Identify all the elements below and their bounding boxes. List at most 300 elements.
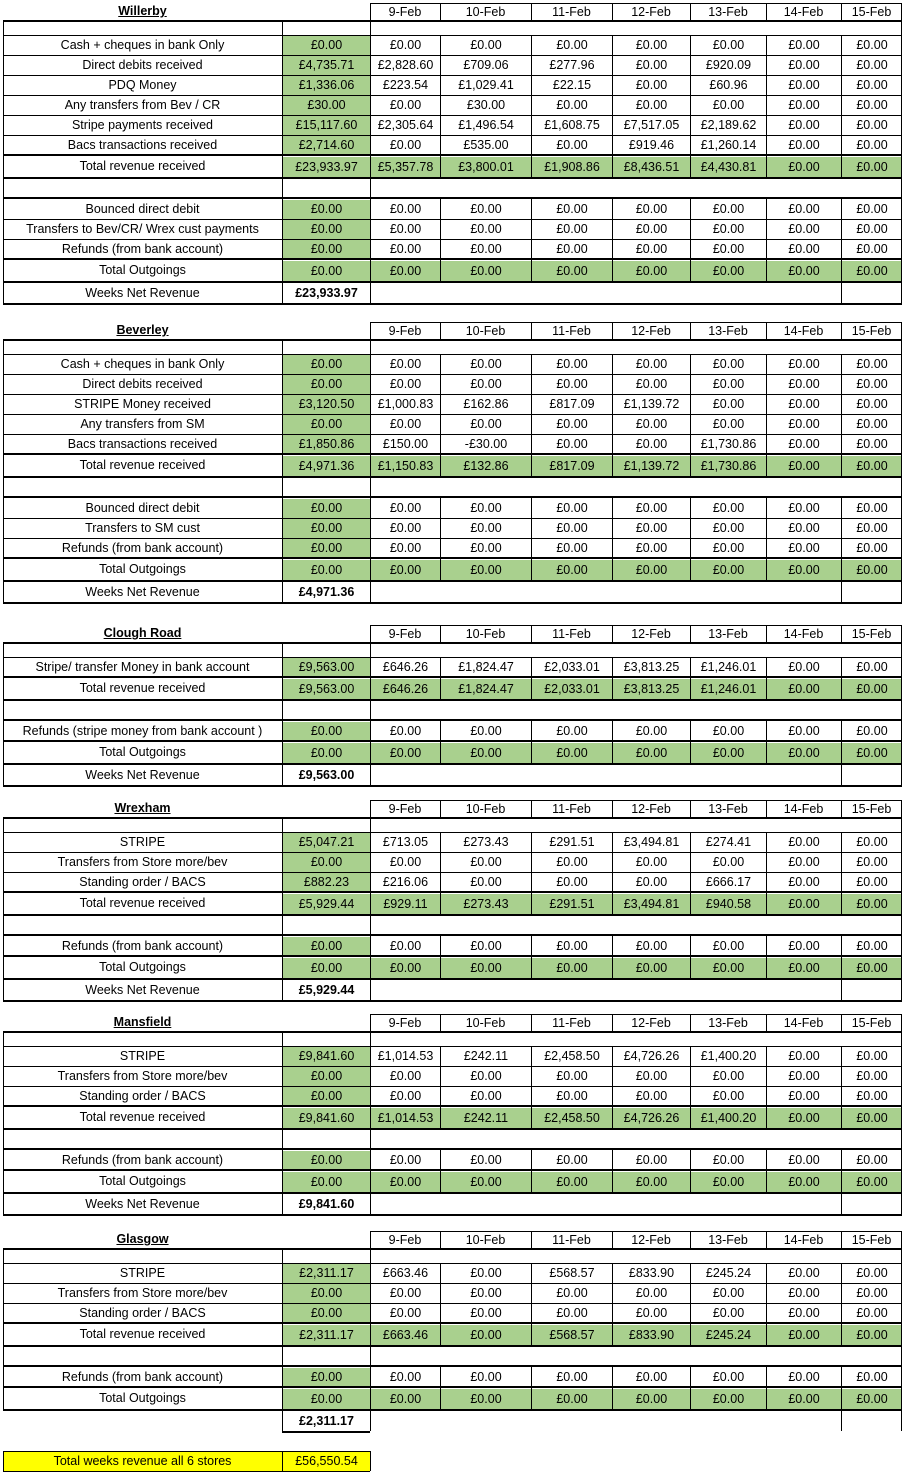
revenue-total-row-day-value: £0.00 xyxy=(842,157,902,177)
store-title: Clough Road xyxy=(103,626,182,641)
grid-line xyxy=(690,742,691,763)
grid-line xyxy=(841,678,842,699)
grid-line xyxy=(841,394,842,414)
revenue-row-day-value: £273.43 xyxy=(463,835,509,850)
outgoing-row-day-value: £0.00 xyxy=(635,724,668,739)
grid-line xyxy=(282,538,283,558)
outgoing-row-label: Refunds (from bank account) xyxy=(61,1369,224,1384)
grid-line xyxy=(440,322,441,339)
outgoing-row-week-total: £0.00 xyxy=(283,539,370,558)
grid-line xyxy=(440,957,441,978)
outgoings-total-row-week-total: £0.00 xyxy=(283,1172,370,1192)
grid-line xyxy=(841,95,842,115)
grid-line xyxy=(841,957,842,978)
grid-line xyxy=(282,1171,283,1192)
grid-line xyxy=(531,434,532,454)
revenue-row-day-value: £0.00 xyxy=(856,875,888,890)
outgoing-row-label: Refunds (from bank account) xyxy=(61,1152,224,1167)
outgoing-row-day-value: £0.00 xyxy=(856,521,888,536)
net-revenue-value: £9,841.60 xyxy=(298,1196,355,1211)
revenue-total-row-day-value: £132.86 xyxy=(441,456,531,476)
date-header: 10-Feb xyxy=(465,1232,506,1247)
grid-line xyxy=(440,1171,441,1192)
grid-line xyxy=(841,498,842,518)
grid-line xyxy=(841,1066,842,1086)
grid-line xyxy=(282,135,283,155)
revenue-total-row-day-value: £940.58 xyxy=(691,894,766,914)
grid-line xyxy=(282,455,283,476)
revenue-row-day-value: £0.00 xyxy=(470,1266,502,1281)
revenue-total-row-day-value: £0.00 xyxy=(842,1108,902,1128)
revenue-row-day-value: £1,730.86 xyxy=(700,437,757,452)
revenue-total-row-day-value: £1,150.83 xyxy=(371,456,440,476)
store-title: Wrexham xyxy=(114,801,171,816)
grid-line xyxy=(901,354,902,374)
grid-line xyxy=(901,518,902,538)
grid-line xyxy=(3,699,902,701)
revenue-row-day-value: £0.00 xyxy=(856,58,888,73)
revenue-row-day-value: £0.00 xyxy=(712,98,745,113)
grid-line xyxy=(3,1248,902,1250)
outgoing-row-day-value: £0.00 xyxy=(788,222,820,237)
revenue-row-day-value: £0.00 xyxy=(788,660,820,675)
grid-line xyxy=(901,3,902,20)
revenue-row-day-value: £0.00 xyxy=(556,437,588,452)
revenue-row-day-value: £713.05 xyxy=(382,835,429,850)
grid-line xyxy=(901,22,902,35)
grid-line xyxy=(841,1324,842,1345)
revenue-row-day-value: £0.00 xyxy=(788,1069,820,1084)
outgoing-row-day-value: £0.00 xyxy=(389,222,422,237)
grid-line xyxy=(282,498,283,518)
grid-line xyxy=(282,1250,283,1263)
grid-line xyxy=(370,3,371,20)
outgoings-total-row-day-value: £0.00 xyxy=(371,1172,440,1192)
grid-line xyxy=(766,852,767,872)
revenue-total-row-day-value: £245.24 xyxy=(691,1325,766,1345)
grid-line xyxy=(841,518,842,538)
revenue-row-day-value: £0.00 xyxy=(712,38,745,53)
outgoings-total-row-day-value: £0.00 xyxy=(371,958,440,978)
revenue-total-row-label: Total revenue received xyxy=(79,458,206,473)
outgoings-total-row-week-total: £0.00 xyxy=(283,743,370,763)
revenue-row-day-value: £0.00 xyxy=(556,855,588,870)
grid-line xyxy=(612,156,613,177)
outgoings-total-row-day-value: £0.00 xyxy=(613,743,690,763)
grid-line xyxy=(690,721,691,741)
grid-line xyxy=(370,721,371,741)
revenue-row-day-value: £0.00 xyxy=(788,855,820,870)
grid-line xyxy=(370,678,371,699)
grid-line xyxy=(282,354,283,374)
grid-line xyxy=(3,339,902,341)
outgoing-row-label: Transfers to SM cust xyxy=(85,520,200,535)
revenue-row-label: Standing order / BACS xyxy=(79,1305,206,1320)
grid-line xyxy=(3,1066,4,1086)
revenue-row-day-value: £0.00 xyxy=(788,1306,820,1321)
grand-total-value: £56,550.54 xyxy=(283,1451,370,1471)
grid-line xyxy=(612,559,613,580)
grid-line xyxy=(901,1130,902,1148)
grid-line xyxy=(531,957,532,978)
grid-line xyxy=(370,832,371,852)
date-header: 11-Feb xyxy=(552,626,591,641)
grid-line xyxy=(282,22,283,35)
grid-line xyxy=(370,852,371,872)
grid-line xyxy=(3,394,4,414)
outgoings-total-row-day-value: £0.00 xyxy=(767,1172,841,1192)
grid-line xyxy=(612,1171,613,1192)
outgoing-row-day-value: £0.00 xyxy=(712,1153,745,1168)
revenue-row-day-value: £0.00 xyxy=(470,357,502,372)
grid-line xyxy=(370,283,371,303)
grid-line xyxy=(3,55,4,75)
grid-line xyxy=(612,1263,613,1283)
date-header: 13-Feb xyxy=(708,4,748,19)
date-header: 10-Feb xyxy=(465,1015,506,1030)
grid-line xyxy=(841,1014,842,1031)
revenue-total-row-day-value: £4,430.81 xyxy=(691,157,766,177)
outgoing-row-week-total: £0.00 xyxy=(283,499,370,518)
grid-line xyxy=(440,1367,441,1387)
revenue-row-day-value: £0.00 xyxy=(389,138,422,153)
revenue-row-week-total: £0.00 xyxy=(283,1304,370,1323)
revenue-row-day-value: £2,189.62 xyxy=(700,118,757,133)
revenue-row-label: STRIPE xyxy=(119,1265,166,1280)
grid-line xyxy=(766,115,767,135)
grid-line xyxy=(440,538,441,558)
grid-line xyxy=(440,156,441,177)
grid-line xyxy=(370,115,371,135)
revenue-row-day-value: £0.00 xyxy=(788,1286,820,1301)
grid-line xyxy=(766,414,767,434)
outgoing-row-day-value: £0.00 xyxy=(856,202,888,217)
revenue-row-day-value: £817.09 xyxy=(549,397,595,412)
revenue-row-day-value: £223.54 xyxy=(382,78,429,93)
outgoing-row-day-value: £0.00 xyxy=(470,501,502,516)
grid-line xyxy=(440,135,441,155)
revenue-row-day-value: £245.24 xyxy=(705,1266,752,1281)
grid-line xyxy=(440,1231,441,1248)
revenue-row-day-value: £0.00 xyxy=(389,98,422,113)
grid-line xyxy=(370,893,371,914)
revenue-row-week-total: £0.00 xyxy=(283,1284,370,1303)
grid-line xyxy=(531,414,532,434)
grid-line xyxy=(370,199,371,219)
revenue-row-day-value: £920.09 xyxy=(705,58,752,73)
outgoing-row-day-value: £0.00 xyxy=(635,202,668,217)
grid-line xyxy=(3,678,4,699)
revenue-row-day-value: £0.00 xyxy=(470,377,502,392)
grid-line xyxy=(901,936,902,956)
revenue-total-row-week-total: £23,933.97 xyxy=(283,157,370,177)
grid-line xyxy=(440,518,441,538)
revenue-total-row-day-value: £817.09 xyxy=(532,456,612,476)
outgoing-row-label: Transfers to Bev/CR/ Wrex cust payments xyxy=(26,221,259,236)
grid-line xyxy=(3,1471,370,1472)
grid-line xyxy=(901,742,902,763)
grid-line xyxy=(531,1263,532,1283)
grid-line xyxy=(3,498,4,518)
grid-line xyxy=(901,55,902,75)
grid-line xyxy=(282,1046,283,1066)
grid-line xyxy=(612,374,613,394)
revenue-row-day-value: £0.00 xyxy=(389,357,422,372)
revenue-row-week-total: £0.00 xyxy=(283,355,370,374)
grid-line xyxy=(370,498,371,518)
grid-line xyxy=(531,1107,532,1128)
grid-line xyxy=(531,893,532,914)
revenue-row-day-value: £0.00 xyxy=(856,1089,888,1104)
revenue-row-day-value: £0.00 xyxy=(635,417,668,432)
grid-line xyxy=(3,219,4,239)
grid-line xyxy=(282,1194,283,1214)
revenue-row-week-total: £5,047.21 xyxy=(283,833,370,852)
grid-line xyxy=(370,701,371,719)
revenue-total-row-day-value: £3,813.25 xyxy=(613,679,690,699)
grid-line xyxy=(612,1388,613,1409)
outgoing-row-day-value: £0.00 xyxy=(389,242,422,257)
grid-line xyxy=(690,1014,691,1031)
grid-line xyxy=(282,1411,283,1431)
grid-line xyxy=(841,1150,842,1170)
outgoings-total-row-week-total: £0.00 xyxy=(283,1389,370,1409)
grid-line xyxy=(841,322,842,339)
grid-line xyxy=(531,135,532,155)
date-header: 15-Feb xyxy=(851,801,892,816)
outgoing-row-week-total: £0.00 xyxy=(283,722,370,741)
outgoings-total-row-day-value: £0.00 xyxy=(371,1389,440,1409)
grid-line xyxy=(690,115,691,135)
outgoings-total-row-week-total: £0.00 xyxy=(283,560,370,580)
grid-line xyxy=(901,1347,902,1365)
grid-line xyxy=(440,893,441,914)
grid-line xyxy=(901,394,902,414)
revenue-row-day-value: £0.00 xyxy=(556,377,588,392)
grid-line xyxy=(282,1347,283,1365)
outgoing-row-day-value: £0.00 xyxy=(389,724,422,739)
grid-line xyxy=(370,75,371,95)
grid-line xyxy=(766,893,767,914)
outgoings-total-row-day-value: £0.00 xyxy=(613,1389,690,1409)
revenue-row-day-value: £666.17 xyxy=(705,875,752,890)
grid-line xyxy=(3,1194,4,1214)
grid-line xyxy=(531,1066,532,1086)
grid-line xyxy=(766,957,767,978)
revenue-row-day-value: £216.06 xyxy=(382,875,429,890)
grid-line xyxy=(901,95,902,115)
grid-line xyxy=(3,1150,4,1170)
date-header: 9-Feb xyxy=(388,1232,422,1247)
outgoing-row-day-value: £0.00 xyxy=(470,939,502,954)
grid-line xyxy=(3,742,4,763)
grid-line xyxy=(370,322,371,339)
grid-line xyxy=(612,1283,613,1303)
revenue-row-week-total: £15,117.60 xyxy=(283,116,370,135)
revenue-total-row-day-value: £0.00 xyxy=(767,1108,841,1128)
grid-line xyxy=(766,219,767,239)
grid-line xyxy=(370,765,371,785)
outgoing-row-day-value: £0.00 xyxy=(712,521,745,536)
outgoings-total-row-day-value: £0.00 xyxy=(767,261,841,281)
grid-line xyxy=(3,260,4,281)
grid-line xyxy=(766,800,767,817)
outgoing-row-day-value: £0.00 xyxy=(856,724,888,739)
grid-line xyxy=(3,354,4,374)
grid-line xyxy=(3,1214,902,1216)
grid-line xyxy=(531,800,532,817)
grid-line xyxy=(440,55,441,75)
grid-line xyxy=(370,742,371,763)
outgoing-row-day-value: £0.00 xyxy=(556,202,588,217)
grid-line xyxy=(690,538,691,558)
grid-line xyxy=(282,478,283,496)
grid-line xyxy=(690,625,691,642)
grid-line xyxy=(370,135,371,155)
grid-line xyxy=(901,1231,902,1248)
grid-line xyxy=(440,414,441,434)
grid-line xyxy=(370,957,371,978)
revenue-row-day-value: £0.00 xyxy=(856,1286,888,1301)
grid-line xyxy=(440,219,441,239)
grid-line xyxy=(901,35,902,55)
grid-line xyxy=(612,1107,613,1128)
date-header: 10-Feb xyxy=(465,323,506,338)
outgoings-total-row-day-value: £0.00 xyxy=(613,560,690,580)
revenue-row-day-value: £0.00 xyxy=(389,855,422,870)
outgoing-row-day-value: £0.00 xyxy=(856,501,888,516)
grid-line xyxy=(612,1303,613,1323)
grid-line xyxy=(531,1231,532,1248)
grid-line xyxy=(841,1171,842,1192)
outgoings-total-row-day-value: £0.00 xyxy=(371,560,440,580)
revenue-row-week-total: £9,841.60 xyxy=(283,1047,370,1066)
grid-line xyxy=(531,394,532,414)
grid-line xyxy=(440,3,441,20)
grid-line xyxy=(690,135,691,155)
outgoing-row-week-total: £0.00 xyxy=(283,519,370,538)
grid-line xyxy=(901,625,902,642)
grid-line xyxy=(3,22,4,35)
grid-line xyxy=(3,455,4,476)
grid-line xyxy=(370,518,371,538)
net-revenue-value: £23,933.97 xyxy=(295,285,358,300)
outgoings-total-row-day-value: £0.00 xyxy=(532,261,612,281)
date-header: 14-Feb xyxy=(783,323,824,338)
grid-line xyxy=(901,980,902,1000)
grid-line xyxy=(440,721,441,741)
revenue-row-day-value: £1,824.47 xyxy=(458,660,514,675)
grid-line xyxy=(690,156,691,177)
revenue-row-day-value: £0.00 xyxy=(470,38,502,53)
outgoings-total-row-day-value: £0.00 xyxy=(691,560,766,580)
revenue-total-row-week-total: £9,841.60 xyxy=(283,1108,370,1128)
grid-line xyxy=(3,916,4,934)
grid-line xyxy=(531,498,532,518)
grid-line xyxy=(612,3,613,20)
grid-line xyxy=(901,374,902,394)
grid-line xyxy=(531,852,532,872)
outgoing-row-label: Bounced direct debit xyxy=(85,201,200,216)
grid-line xyxy=(690,1303,691,1323)
date-header: 13-Feb xyxy=(708,1232,748,1247)
outgoing-row-day-value: £0.00 xyxy=(856,1370,888,1385)
outgoing-row-day-value: £0.00 xyxy=(556,242,588,257)
grid-line xyxy=(690,872,691,892)
grid-line xyxy=(282,916,283,934)
grid-line xyxy=(612,1231,613,1248)
revenue-row-day-value: £0.00 xyxy=(856,660,888,675)
grid-line xyxy=(901,957,902,978)
revenue-row-day-value: £0.00 xyxy=(556,1069,588,1084)
revenue-total-row-label: Total revenue received xyxy=(79,681,206,696)
grid-line xyxy=(370,239,371,259)
grid-line xyxy=(531,455,532,476)
grid-line xyxy=(370,1130,371,1148)
grid-line xyxy=(901,239,902,259)
outgoings-total-row-day-value: £0.00 xyxy=(613,1172,690,1192)
revenue-row-week-total: £882.23 xyxy=(283,873,370,892)
grid-line xyxy=(370,1367,371,1387)
date-header: 14-Feb xyxy=(783,1015,824,1030)
grid-line xyxy=(841,239,842,259)
grid-line xyxy=(531,219,532,239)
revenue-row-week-total: £0.00 xyxy=(283,853,370,872)
grid-line xyxy=(370,374,371,394)
revenue-row-day-value: £150.00 xyxy=(382,437,429,452)
grid-line xyxy=(440,1388,441,1409)
outgoing-row-week-total: £0.00 xyxy=(283,937,370,956)
grid-line xyxy=(3,35,4,55)
grid-line xyxy=(370,478,371,496)
revenue-row-label: STRIPE Money received xyxy=(74,396,211,411)
grid-line xyxy=(841,75,842,95)
grid-line xyxy=(531,1014,532,1031)
revenue-total-row-day-value: £4,726.26 xyxy=(613,1108,690,1128)
grid-line xyxy=(531,260,532,281)
outgoing-row-day-value: £0.00 xyxy=(788,1370,820,1385)
grid-line xyxy=(370,1303,371,1323)
grid-line xyxy=(901,832,902,852)
grid-line xyxy=(440,455,441,476)
grid-line xyxy=(690,852,691,872)
grid-line xyxy=(440,872,441,892)
grid-line xyxy=(3,602,902,604)
grid-line xyxy=(612,657,613,677)
grid-line xyxy=(3,341,4,354)
grid-line xyxy=(531,75,532,95)
revenue-row-label: Direct debits received xyxy=(82,57,203,72)
outgoing-row-day-value: £0.00 xyxy=(556,521,588,536)
revenue-row-label: STRIPE xyxy=(119,1048,166,1063)
grid-line xyxy=(841,980,842,1000)
grid-line xyxy=(690,354,691,374)
grid-line xyxy=(282,283,283,303)
date-header: 13-Feb xyxy=(708,1015,748,1030)
grid-line xyxy=(282,657,283,677)
grid-line xyxy=(901,1014,902,1031)
grid-line xyxy=(3,414,4,434)
revenue-row-day-value: £30.00 xyxy=(466,98,506,113)
revenue-total-row-day-value: £242.11 xyxy=(441,1108,531,1128)
grid-line xyxy=(766,518,767,538)
grid-line xyxy=(440,95,441,115)
grid-line xyxy=(612,455,613,476)
grid-line xyxy=(3,115,4,135)
grid-line xyxy=(370,55,371,75)
grid-line xyxy=(612,498,613,518)
revenue-row-day-value: £0.00 xyxy=(712,417,745,432)
